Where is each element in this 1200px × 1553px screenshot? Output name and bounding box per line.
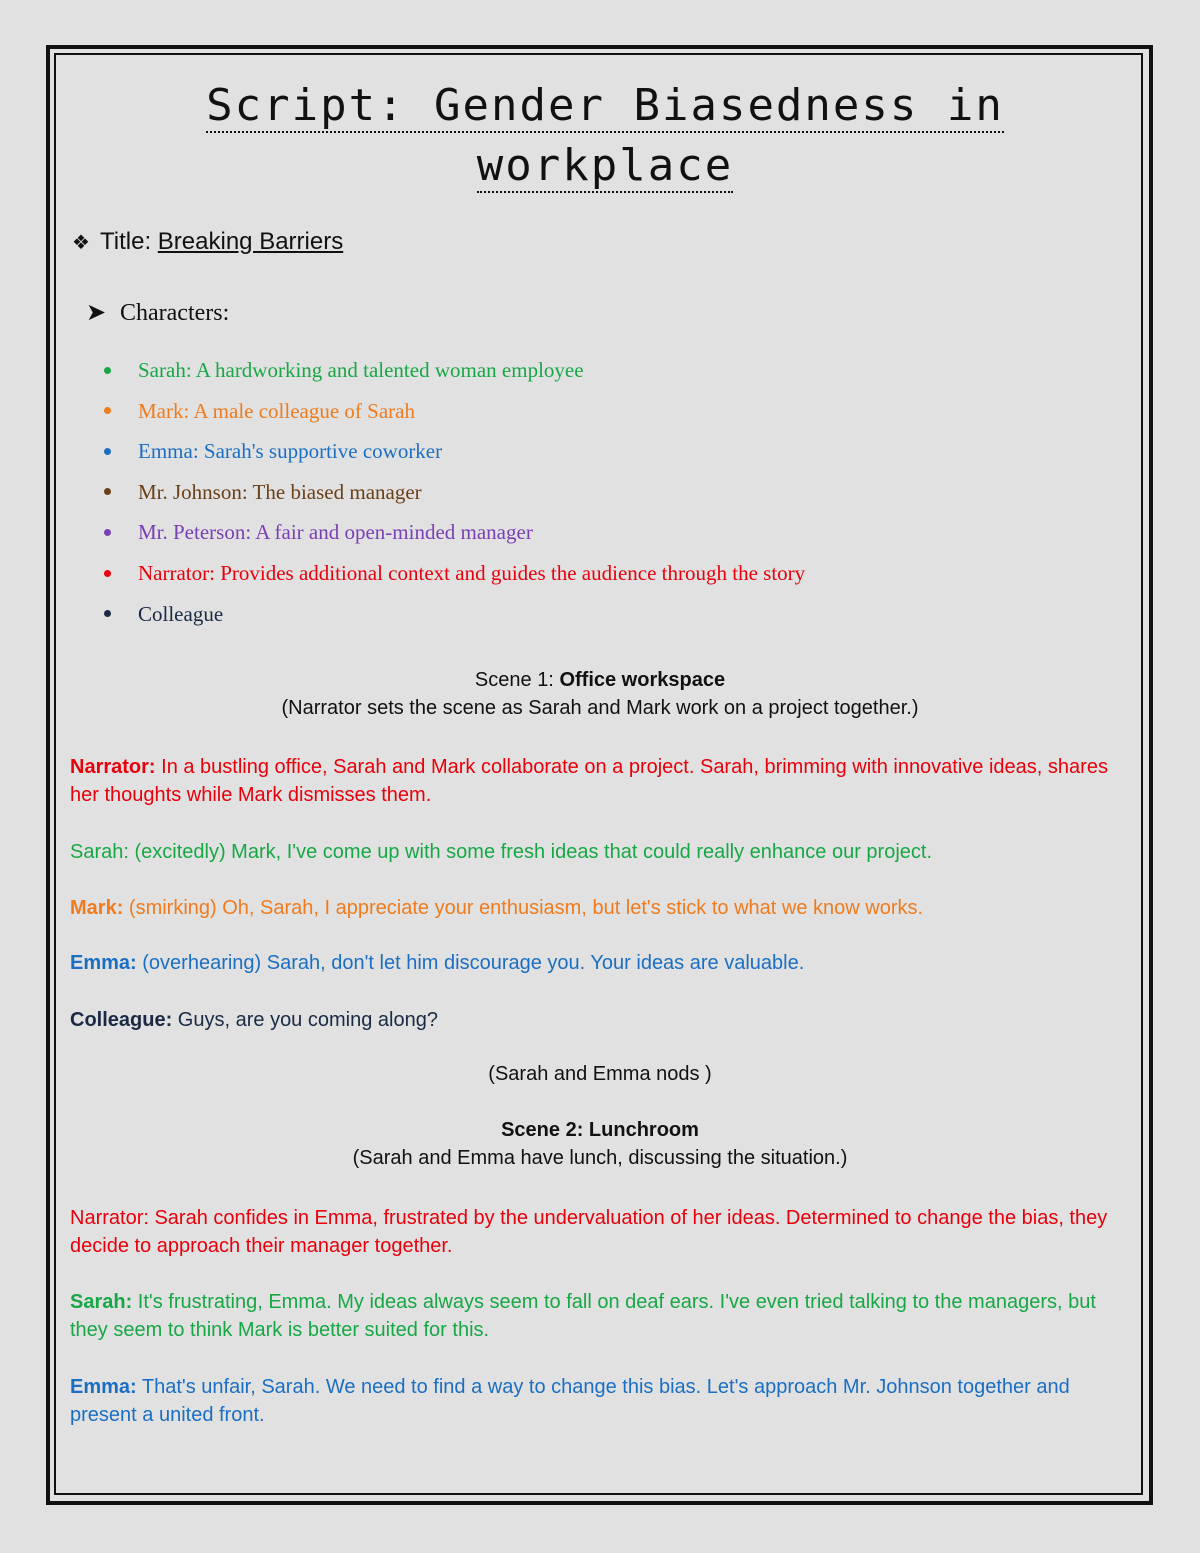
bullet-dot-icon <box>104 529 111 536</box>
scene-2-heading-text: Scene 2: Lunchroom <box>501 1119 699 1141</box>
dialogue-sarah-2 <box>70 1288 1132 1344</box>
bullet-dot-icon <box>104 610 111 617</box>
bullet-dot-icon <box>104 570 111 577</box>
dialogue-text: That's unfair, Sarah. We need to find a way to change this bias. Let's approach Mr. Johnson together and present a united front. <box>70 1376 1070 1426</box>
title-line-2: workplace <box>476 140 734 191</box>
bullet-dot-icon <box>104 448 111 455</box>
dialogue-text: (smirking) Oh, Sarah, I appreciate your enthusiasm, but let's stick to what we know works. <box>123 897 924 919</box>
title-line-1: Script: Gender Biasedness in <box>206 80 1004 131</box>
character-item <box>104 517 805 558</box>
dialogue-text: Guys, are you coming along? <box>172 1009 438 1031</box>
dialogue-text: Sarah confides in Emma, frustrated by the undervaluation of her ideas. Determined to change the bias, they decide to approach their manager together. <box>70 1207 1108 1257</box>
scene-1-label: Scene 1: <box>474 669 560 691</box>
character-item <box>104 477 805 518</box>
speaker-label: Emma: <box>70 952 137 974</box>
character-text: Mr. Johnson: The biased manager <box>138 479 422 504</box>
arrow-bullet-icon: ➤ <box>86 300 107 326</box>
scene-1-heading <box>0 669 1200 692</box>
speaker-label: Emma: <box>70 1376 137 1398</box>
script-title-label: Title: <box>100 228 158 255</box>
dialogue-emma-2 <box>70 1373 1132 1429</box>
character-item <box>104 558 805 599</box>
dialogue-text: In a bustling office, Sarah and Mark collaborate on a project. Sarah, brimming with innovative ideas, shares her thoughts while Mark dismisses them. <box>70 756 1108 806</box>
dialogue-emma-1 <box>70 949 1132 977</box>
bullet-dot-icon <box>104 488 111 495</box>
characters-heading-row <box>86 298 229 327</box>
character-text: Emma: Sarah's supportive coworker <box>138 439 443 464</box>
dialogue-text: (overhearing) Sarah, don't let him discourage you. Your ideas are valuable. <box>136 952 805 974</box>
speaker-label: Narrator: <box>70 756 156 778</box>
character-text: Mr. Peterson: A fair and open-minded manager <box>138 520 533 545</box>
script-title-value: Breaking Barriers <box>157 228 344 255</box>
dialogue-mark-1 <box>70 894 1132 922</box>
speaker-label: Narrator: <box>70 1207 149 1229</box>
dialogue-narrator-1 <box>70 753 1132 809</box>
character-text: Mark: A male colleague of Sarah <box>138 398 415 423</box>
script-title-line <box>72 228 343 256</box>
characters-heading: Characters: <box>120 300 230 326</box>
scene-1-name: Office workspace <box>559 669 726 691</box>
character-item <box>104 355 805 396</box>
character-text: Colleague <box>138 601 224 626</box>
speaker-label: Sarah: <box>70 841 129 863</box>
speaker-label: Colleague: <box>70 1009 173 1031</box>
speaker-label: Sarah: <box>70 1291 133 1313</box>
character-item <box>104 436 805 477</box>
character-text: Narrator: Provides additional context and guides the audience through the story <box>138 560 806 585</box>
scene-1-direction: (Narrator sets the scene as Sarah and Mark work on a project together.) <box>281 697 919 719</box>
dialogue-colleague-1 <box>70 1006 1132 1034</box>
character-list <box>104 355 805 639</box>
bullet-dot-icon <box>104 407 111 414</box>
character-item <box>104 396 805 437</box>
document-title <box>80 76 1130 196</box>
dialogue-text: It's frustrating, Emma. My ideas always seem to fall on deaf ears. I've even tried talking to the managers, but they seem to think Mark is better suited for this. <box>70 1291 1096 1341</box>
scene-2-heading <box>0 1119 1200 1142</box>
diamond-bullet-icon: ❖ <box>72 232 90 254</box>
bullet-dot-icon <box>104 367 111 374</box>
dialogue-sarah-1 <box>70 838 1132 866</box>
stage-direction: (Sarah and Emma nods ) <box>488 1063 712 1085</box>
character-text: Sarah: A hardworking and talented woman employee <box>138 358 584 382</box>
speaker-label: Mark: <box>70 897 124 919</box>
dialogue-text: (excitedly) Mark, I've come up with some fresh ideas that could really enhance our project. <box>128 841 933 863</box>
character-item <box>104 599 805 640</box>
dialogue-narrator-2 <box>70 1204 1132 1260</box>
scene-2-direction: (Sarah and Emma have lunch, discussing the situation.) <box>352 1147 848 1169</box>
